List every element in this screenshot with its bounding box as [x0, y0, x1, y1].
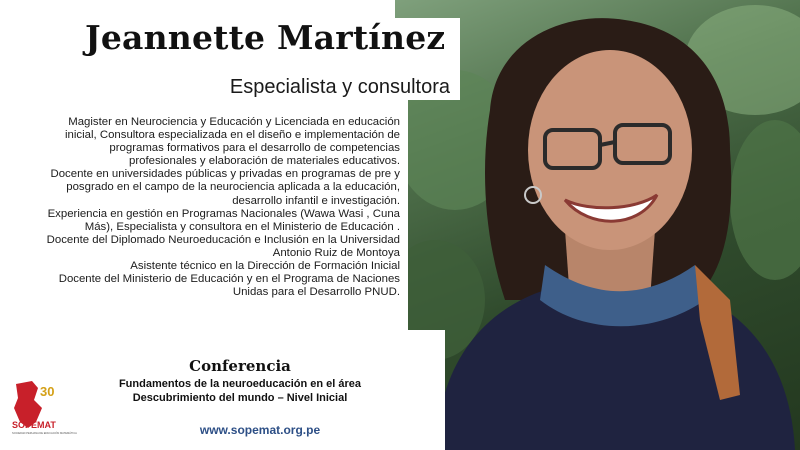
- bio-paragraph: Docente en universidades públicas y privadas en programas de pre y posgrado en el campo de la neurociencia aplicada a la educación, desarrollo infantil e investigación.: [50, 168, 400, 207]
- bio-paragraph: Asistente técnico en la Dirección de Formación Inicial: [130, 260, 400, 273]
- bio-paragraph: Docente del Diplomado Neuroeducación e Inclusión en la Universidad Antonio Ruiz de Montoya: [46, 233, 400, 259]
- conference-title: Conferencia: [189, 357, 291, 375]
- logo-mark-icon: [8, 378, 77, 440]
- svg-text:30: 30: [40, 384, 55, 399]
- bio-paragraph: Magister en Neurociencia y Educación y Licenciada en educación inicial, Consultora especializada en el diseño e implementación de programas formativos para el desarrollo de competencias profesionales y elaboración de materiales educativos.: [65, 116, 400, 168]
- conference-topic-line: Fundamentos de la neuroeducación en el área: [118, 378, 362, 390]
- sopemat-logo: [8, 378, 77, 440]
- speaker-name: Jeannette Martínez: [85, 18, 446, 57]
- bio-paragraph: Docente del Ministerio de Educación y en el Programa de Naciones Unidas para el Desarrollo PNUD.: [58, 273, 400, 299]
- conference-topic: [100, 378, 380, 405]
- svg-text:SOPEMAT: SOPEMAT: [12, 420, 56, 430]
- svg-text:SOCIEDAD PERUANA DE EDUCACIÓN: SOCIEDAD PERUANA DE EDUCACIÓN MATEMÁTICA: [12, 432, 77, 435]
- speaker-bio: [40, 116, 400, 299]
- website-link[interactable]: www.sopemat.org.pe: [199, 423, 321, 437]
- speaker-role: Especialista y consultora: [229, 76, 450, 98]
- conference-topic-line: Descubrimiento del mundo – Nivel Inicial: [132, 391, 348, 404]
- bio-paragraph: Experiencia en gestión en Programas Nacionales (Wawa Wasi , Cuna Más), Especialista y consultora en el Ministerio de Educación .: [47, 207, 400, 233]
